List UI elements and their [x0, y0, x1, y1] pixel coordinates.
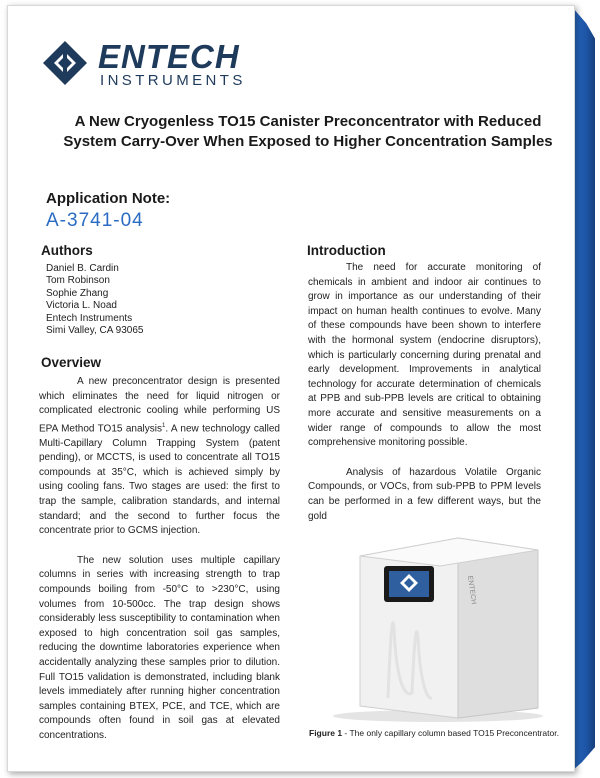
brand-subtitle: INSTRUMENTS [100, 72, 246, 89]
document-page [7, 5, 575, 772]
figure-caption [309, 728, 559, 738]
introduction-paragraph-2: Analysis of hazardous Volatile Organic Compounds, or VOCs, from sub-PPB to PPM levels can be performed in a few different ways, but the gold [308, 466, 541, 522]
author-line: Entech Instruments [46, 312, 133, 324]
overview-body [39, 375, 280, 744]
author-line: Daniel B. Cardin [46, 263, 119, 274]
document-title [38, 112, 575, 152]
overview-paragraph-2: The new solution uses multiple capillary columns in series with increasing strength to trap compounds boiling from -50°C to >230°C, using volumes from 10-500cc. The trap design shows considerably less susceptibility to contamination when exposed to high concentration soil gas samples, reducing the downtime laboratories experience when accidentally analyzing these samples prior to dilution. Full TO15 validation is demonstrated, including blank levels immediately after running higher concentration samples containing BTEX, PCE, and TCE, which are compounds often found in soil gas at elevated concentrations. [39, 554, 280, 741]
authors-list [46, 263, 143, 337]
authors-heading: Authors [41, 243, 93, 258]
introduction-heading: Introduction [307, 243, 386, 258]
author-line: Simi Valley, CA 93065 [46, 325, 144, 337]
figure-caption-text: - The only capillary column based TO15 Preconcentrator. [342, 728, 559, 738]
author-line: Victoria L. Noad [46, 300, 117, 312]
author-line: Tom Robinson [46, 275, 110, 287]
entech-diamond-icon [42, 40, 88, 86]
introduction-body [308, 261, 541, 524]
introduction-paragraph-1: The need for accurate monitoring of chemicals in ambient and indoor air continues to grow in importance as our understanding of their impact on human health continues to evolve. Many of these compounds have been shown to interfere with the hormonal system (endocrine disruptors), which is particularly concerning during prenatal and early development. Improvements in analytical technology for accurate determination of chemicals at PPB and sub-PPB levels are critical to obtaining more accurate and sensitive measurements on a wider range of compounds to allow the most comprehensive monitoring possible. [308, 262, 541, 449]
title-line-1: A New Cryogenless TO15 Canister Preconcentrator with Reduced [74, 113, 542, 130]
author-line: Sophie Zhang [46, 287, 109, 299]
overview-paragraph-1: A new preconcentrator design is presented which eliminates the need for liquid nitrogen or complicated electronic cooling while performing US EPA Method TO15 analysis$^1$. A new technology called Multi-Capillary Column Trapping System (patent pending), or MCCTS, is used to concentrate all TO15 compounds at 35°C, which is achieved simply by using cooling fans. Two stages are used: the first to trap the sample, calibration standards, and internal standard; and the second to further focus the concentrate prior to GCMS injection. [39, 376, 280, 537]
title-line-2: System Carry-Over When Exposed to Higher Concentration Samples [63, 133, 553, 150]
overview-heading: Overview [41, 355, 102, 370]
application-note-number: A-3741-04 [46, 210, 144, 231]
figure-label: Figure 1 [309, 728, 343, 738]
brand-name: ENTECH [98, 38, 240, 75]
preconcentrator-product-image [308, 528, 570, 723]
svg-text:ENTECH: ENTECH [466, 575, 477, 605]
page-edge-accent [573, 8, 595, 770]
application-note-label: Application Note: [46, 190, 171, 207]
